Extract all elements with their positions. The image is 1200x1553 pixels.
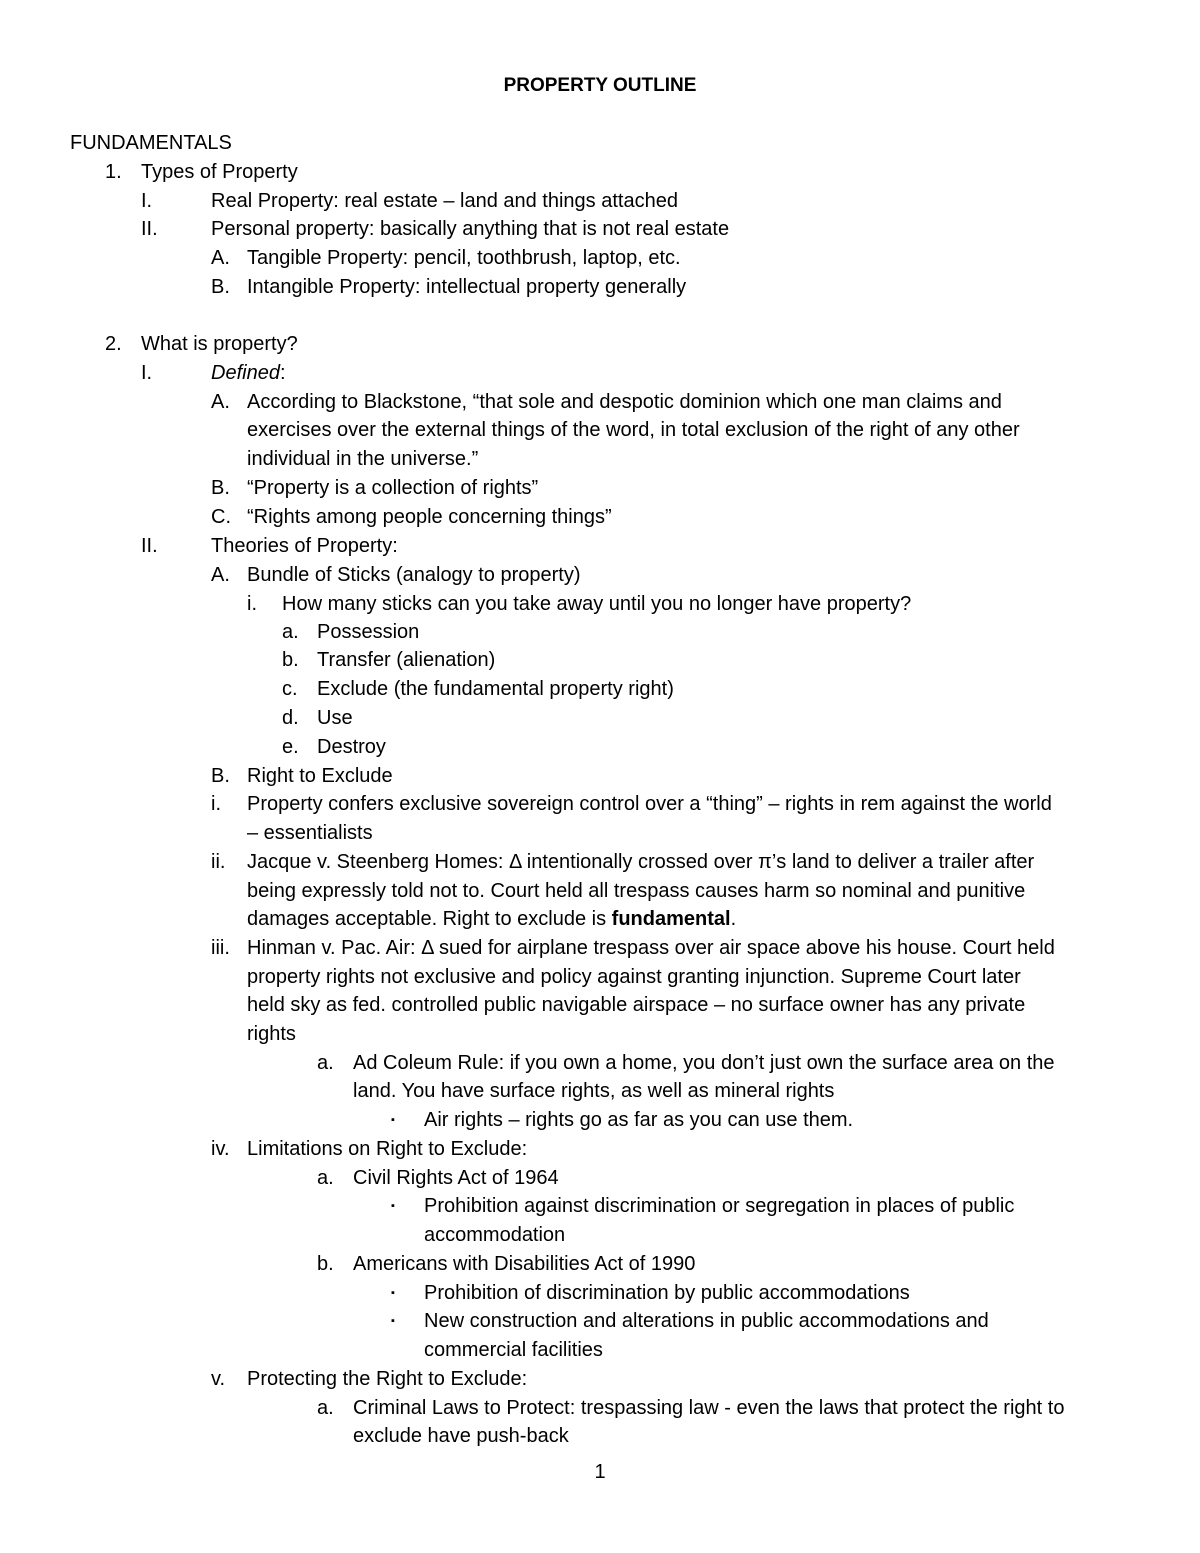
- outline-text-part: damages acceptable. Right to exclude is: [247, 908, 612, 930]
- outline-text: exercises over the external things of the word, in total exclusion of the right of any other: [247, 419, 1020, 441]
- list-marker: i.: [211, 793, 221, 815]
- outline-text: Limitations on Right to Exclude:: [247, 1138, 528, 1160]
- outline-text: Real Property: real estate – land and things attached: [211, 190, 678, 212]
- list-marker: I.: [141, 362, 153, 384]
- list-marker: ii.: [211, 851, 226, 873]
- list-marker: 1.: [105, 161, 122, 183]
- outline-text: What is property?: [141, 333, 298, 355]
- defined-italic: Defined: [211, 362, 280, 384]
- list-marker: C.: [211, 506, 231, 528]
- outline-text: [211, 359, 286, 387]
- outline-text: Criminal Laws to Protect: trespassing law - even the laws that protect the right to: [353, 1397, 1065, 1419]
- list-marker: B.: [211, 477, 230, 499]
- list-marker: i.: [247, 593, 257, 615]
- outline-text: Protecting the Right to Exclude:: [247, 1368, 528, 1390]
- list-marker: e.: [282, 736, 299, 758]
- outline-text: accommodation: [424, 1224, 566, 1246]
- outline-text: [247, 905, 736, 933]
- outline-text: Types of Property: [141, 161, 298, 183]
- outline-text: held sky as fed. controlled public navigable airspace – no surface owner has any private: [247, 994, 1026, 1016]
- outline-text: rights: [247, 1023, 296, 1045]
- page-title: PROPERTY OUTLINE: [503, 75, 697, 96]
- list-marker: I.: [141, 190, 153, 212]
- list-marker: A.: [211, 564, 230, 586]
- outline-text: commercial facilities: [424, 1339, 603, 1361]
- list-marker: a.: [317, 1167, 334, 1189]
- outline-text: “Property is a collection of rights”: [247, 477, 539, 499]
- list-marker: a.: [282, 621, 299, 643]
- outline-text: Ad Coleum Rule: if you own a home, you don’t just own the surface area on the: [353, 1052, 1055, 1074]
- list-marker: II.: [141, 535, 158, 557]
- list-marker: a.: [317, 1052, 334, 1074]
- defined-colon: :: [279, 362, 286, 384]
- outline-text: Hinman v. Pac. Air: Δ sued for airplane trespass over air space above his house. Court held: [247, 937, 1055, 959]
- outline-text: Transfer (alienation): [317, 649, 496, 671]
- page-number: 1: [594, 1461, 606, 1483]
- outline-text: Possession: [317, 621, 420, 643]
- outline-text: Tangible Property: pencil, toothbrush, laptop, etc.: [247, 247, 681, 269]
- list-marker: A.: [211, 247, 230, 269]
- outline-text: individual in the universe.”: [247, 448, 479, 470]
- list-marker: d.: [282, 707, 299, 729]
- bullet-square-icon: ▪: [391, 1287, 395, 1299]
- outline-text: Americans with Disabilities Act of 1990: [353, 1253, 696, 1275]
- outline-text: Destroy: [317, 736, 386, 758]
- outline-text: Theories of Property:: [211, 535, 398, 557]
- outline-text: Exclude (the fundamental property right): [317, 678, 674, 700]
- list-marker: a.: [317, 1397, 334, 1419]
- bullet-square-icon: ▪: [391, 1200, 395, 1212]
- outline-text-part: .: [730, 908, 737, 930]
- outline-text: Use: [317, 707, 353, 729]
- section-heading-text: FUNDAMENTALS: [70, 132, 232, 154]
- outline-text: Prohibition against discrimination or segregation in places of public: [424, 1195, 1015, 1217]
- outline-text: Intangible Property: intellectual property generally: [247, 276, 687, 298]
- outline-text: land. You have surface rights, as well as mineral rights: [353, 1080, 835, 1102]
- outline-text: Civil Rights Act of 1964: [353, 1167, 559, 1189]
- list-marker: 2.: [105, 333, 122, 355]
- outline-text: – essentialists: [247, 822, 373, 844]
- outline-text: New construction and alterations in public accommodations and: [424, 1310, 989, 1332]
- list-marker: A.: [211, 391, 230, 413]
- outline-text: How many sticks can you take away until you no longer have property?: [282, 593, 912, 615]
- list-marker: v.: [211, 1368, 226, 1390]
- list-marker: B.: [211, 765, 230, 787]
- bullet-square-icon: ▪: [391, 1315, 395, 1327]
- list-marker: iii.: [211, 937, 230, 959]
- fundamental-bold: fundamental: [611, 908, 731, 930]
- outline-text: Right to Exclude: [247, 765, 393, 787]
- outline-text: property rights not exclusive and policy against granting injunction. Supreme Court later: [247, 966, 1021, 988]
- outline-text: Property confers exclusive sovereign control over a “thing” – rights in rem against the world: [247, 793, 1052, 815]
- list-marker: II.: [141, 218, 158, 240]
- outline-text: According to Blackstone, “that sole and despotic dominion which one man claims and: [247, 391, 1002, 413]
- list-marker: b.: [282, 649, 299, 671]
- list-marker: b.: [317, 1253, 334, 1275]
- outline-text: Jacque v. Steenberg Homes: Δ intentionally crossed over π’s land to deliver a trailer after: [247, 851, 1035, 873]
- list-marker: B.: [211, 276, 230, 298]
- outline-text: exclude have push-back: [353, 1425, 569, 1447]
- outline-text: Air rights – rights go as far as you can use them.: [424, 1109, 854, 1131]
- bullet-square-icon: ▪: [391, 1114, 395, 1126]
- list-marker: iv.: [211, 1138, 230, 1160]
- outline-text: being expressly told not to. Court held all trespass causes harm so nominal and punitive: [247, 880, 1026, 902]
- outline-text: Personal property: basically anything that is not real estate: [211, 218, 730, 240]
- outline-text: Prohibition of discrimination by public accommodations: [424, 1282, 910, 1304]
- outline-text: Bundle of Sticks (analogy to property): [247, 564, 581, 586]
- list-marker: c.: [282, 678, 298, 700]
- outline-text: “Rights among people concerning things”: [247, 506, 612, 528]
